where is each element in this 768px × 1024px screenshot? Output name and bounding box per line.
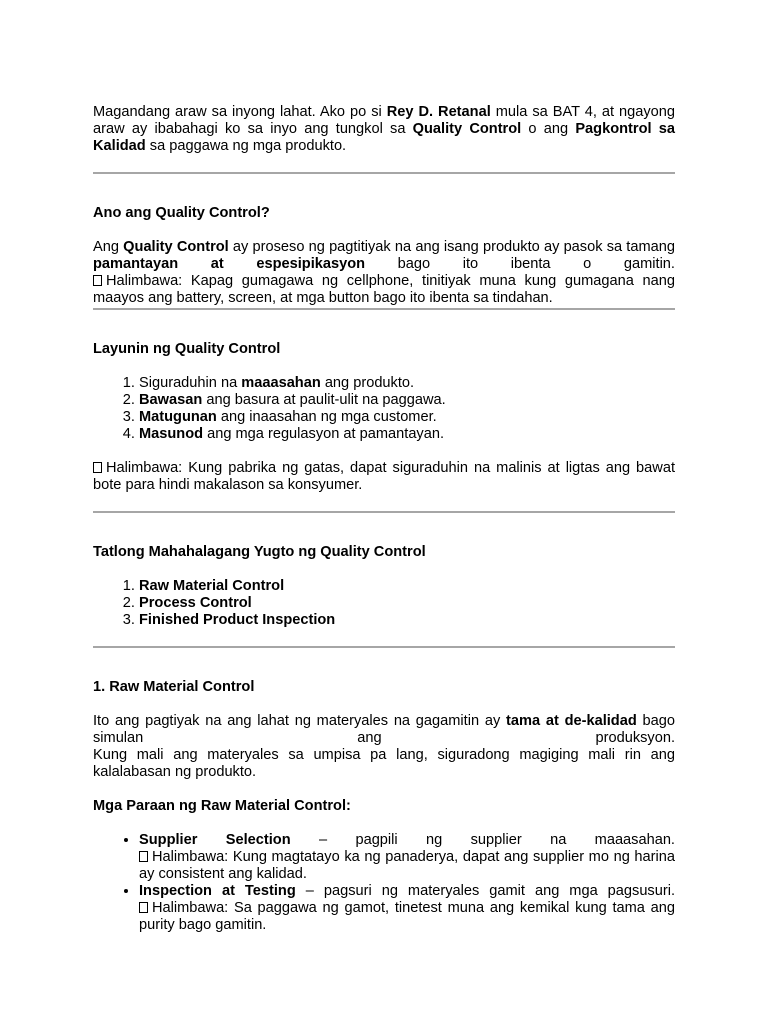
list-item: 2. Bawasan ang basura at paulit-ulit na paggawa. (139, 392, 675, 409)
stages-list (93, 578, 675, 629)
divider (93, 511, 675, 513)
goals-list (93, 375, 675, 443)
list-item: • Inspection at Testing – pagsuri ng materyales gamit ang mga pagsusuri. Halimbawa: Sa paggawa ng gamot, tinetest muna ang kemikal kung tama ang purity bago gamitin. (139, 883, 675, 934)
list-item: 4. Masunod ang mga regulasyon at pamantayan. (139, 426, 675, 443)
section-heading-raw: 1. Raw Material Control (93, 679, 255, 695)
intro-paragraph: Magandang araw sa inyong lahat. Ako po si Rey D. Retanal mula sa BAT 4, at ngayong araw ay ibabahagi ko sa inyo ang tungkol sa Quality Control o ang Pagkontrol sa Kalidad sa paggawa ng mga produkto. (93, 104, 675, 154)
document-page (93, 104, 675, 934)
list-item: 1. Siguraduhin na maaasahan ang produkto. (139, 375, 675, 392)
placeholder-glyph-icon (93, 462, 102, 473)
what-example: Halimbawa: Kapag gumagawa ng cellphone, tinitiyak muna kung gumagana nang maayos ang battery, screen, at mga button bago ito ibenta sa tindahan. (93, 273, 675, 306)
what-paragraph: Ang Quality Control ay proseso ng pagtitiyak na ang isang produkto ay pasok sa tamang pamantayan at espesipikasyon bago ito ibenta o gamitin. (93, 239, 675, 272)
section-heading-stages: Tatlong Mahahalagang Yugto ng Quality Control (93, 544, 426, 560)
divider (93, 172, 675, 174)
list-item: 3. Matugunan ang inaasahan ng mga customer. (139, 409, 675, 426)
placeholder-glyph-icon (139, 851, 148, 862)
list-item: 1. Raw Material Control (139, 578, 675, 595)
placeholder-glyph-icon (93, 275, 102, 286)
list-item: 2. Process Control (139, 595, 675, 612)
list-item: • Supplier Selection – pagpili ng supplier na maaasahan. Halimbawa: Kung magtatayo ka ng panaderya, dapat ang supplier mo ng harina ay consistent ang kalidad. (139, 832, 675, 883)
section-heading-what: Ano ang Quality Control? (93, 205, 270, 221)
placeholder-glyph-icon (139, 902, 148, 913)
list-item: 3. Finished Product Inspection (139, 612, 675, 629)
methods-list (93, 832, 675, 934)
divider (93, 308, 675, 310)
raw-paragraph: Ito ang pagtiyak na ang lahat ng materyales na gagamitin ay tama at de-kalidad bago simulan ang produksyon. (93, 713, 675, 746)
section-heading-goals: Layunin ng Quality Control (93, 341, 281, 357)
raw-paragraph-2: Kung mali ang materyales sa umpisa pa lang, siguradong magiging mali rin ang kalalabasan ng produkto. (93, 747, 675, 780)
methods-heading: Mga Paraan ng Raw Material Control: (93, 798, 351, 814)
goals-example: Halimbawa: Kung pabrika ng gatas, dapat siguraduhin na malinis at ligtas ang bawat bote para hindi makalason sa konsyumer. (93, 460, 675, 493)
divider (93, 646, 675, 648)
